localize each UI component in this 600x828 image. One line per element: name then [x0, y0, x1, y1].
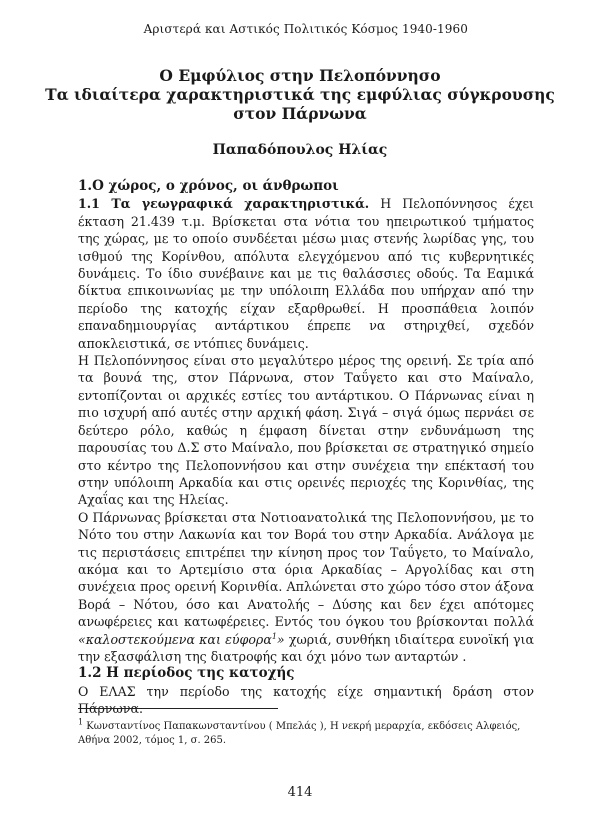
- title-line-2: Τα ιδιαίτερα χαρακτηριστικά της εμφύλιας σύγκρουσης: [45, 85, 555, 104]
- author-name: Παπαδόπουλος Ηλίας: [212, 142, 388, 158]
- paragraph-4: Ο ΕΛΑΣ την περίοδο της κατοχής είχε σημαντική δράση στον Πάρνωνα.: [78, 683, 534, 717]
- footnote-text: Κωνσταντίνος Παπακωνσταντίνου ( Μπελάς ), Η νεκρή μεραρχία, εκδόσεις Αλφειός, Αθήνα 2002, τόμος 1, σ. 265.: [78, 721, 521, 746]
- title-line-1: Ο Εμφύλιος στην Πελοπόννησο: [159, 66, 441, 85]
- paragraph-1-text: Η Πελοπόννησος έχει έκταση 21.439 τ.μ. Βρίσκεται στα νότια του ηπειρωτικού τμήματος της χώρας, με το οποίο συνδέεται μέσω μιας στενής λωρίδας γης, του ισθμού της Κορίνθου, απόλυτα ελεγχόμενου από τις κυβερνητικές δυνάμεις. Το ίδιο συνέβαινε και με τις θαλάσσιες οδούς. Τα Εαμικά δίκτυα επικοινωνίας με την υπόλοιπη Ελλάδα που υπήρχαν από την περίοδο της κατοχής είχαν εξαρθρωθεί. Η προσπάθεια λοιπόν επαναδημιουργίας αντάρτικου έπρεπε να στηριχθεί, σχεδόν αποκλειστικά, σε ντόπιες δυνάμεις.: [78, 196, 534, 351]
- paragraph-2: Η Πελοπόννησος είναι στο μεγαλύτερο μέρος της ορεινή. Σε τρία από τα βουνά της, στον Πάρνωνα, στον Ταΰγετο και στο Μαίναλο, εντοπίζονται οι αρχικές εστίες του αντάρτικου. Ο Πάρνωνας είναι η πιο ισχυρή από αυτές στην αρχική φάση. Σιγά – σιγά όμως περνάει σε δεύτερο ρόλο, καθώς η έμφαση δίνεται στην ενδυνάμωση της παρουσίας του Δ.Σ στο Μαίναλο, που βρίσκεται σε στρατηγικό σημείο στο κέντρο της Πελοποννήσου και στην συνέχεια την επέκτασή του στην υπόλοιπη Αρκαδία και στις ορεινές περιοχές της Κορινθίας, της Αχαΐας και της Ηλείας.: [78, 353, 534, 508]
- paragraph-3-quote: «καλοστεκούμενα και εύφορα$^1$»: [78, 631, 285, 647]
- title-line-3: στον Πάρνωνα: [233, 104, 367, 123]
- running-head: Αριστερά και Αστικός Πολιτικός Κόσμος 1940-1960: [143, 22, 468, 36]
- page-number: 414: [287, 785, 313, 800]
- article-body: [78, 178, 534, 718]
- section-heading-1-2: 1.2 Η περίοδος της κατοχής: [78, 665, 295, 682]
- paragraph-3: [78, 509, 534, 666]
- footnote-marker: 1: [78, 717, 84, 727]
- footnote: [78, 717, 538, 748]
- subsection-heading-1-1: 1.1 Τα γεωγραφικά χαρακτηριστικά.: [78, 196, 370, 212]
- article-title: [0, 66, 600, 123]
- footnote-divider: [78, 708, 278, 709]
- paragraph-3-end: χωριά, συνθήκη ιδιαίτερα ευνοϊκή για την εξασφάλιση της διατροφής και όχι μόνο των ανταρτών .: [78, 631, 534, 664]
- section-heading-1: 1.Ο χώρος, ο χρόνος, οι άνθρωποι: [78, 178, 339, 194]
- footnote-ref[interactable]: 1: [271, 631, 277, 641]
- paragraph-3-start: Ο Πάρνωνας βρίσκεται στα Νοτιοανατολικά της Πελοποννήσου, με το Νότο του στην Λακωνία και τον Βορά του στην Αρκαδία. Ανάλογα με τις περιστάσεις επιτρέπει την κίνηση προς τον Ταΰγετο, το Μαίναλο, ακόμα και το Αρτεμίσιο στα όρια Αρκαδίας – Αργολίδας και στη συνέχεια προς ορεινή Κορινθία. Απλώνεται στο χώρο τόσο στον άξονα Βορά – Νότου, όσο και Ανατολής – Δύσης και δεν έχει απότομες ανωφέρειες και κατωφέρειες. Εντός του όγκου του βρίσκονται πολλά: [78, 509, 534, 630]
- paragraph-1: [78, 195, 534, 352]
